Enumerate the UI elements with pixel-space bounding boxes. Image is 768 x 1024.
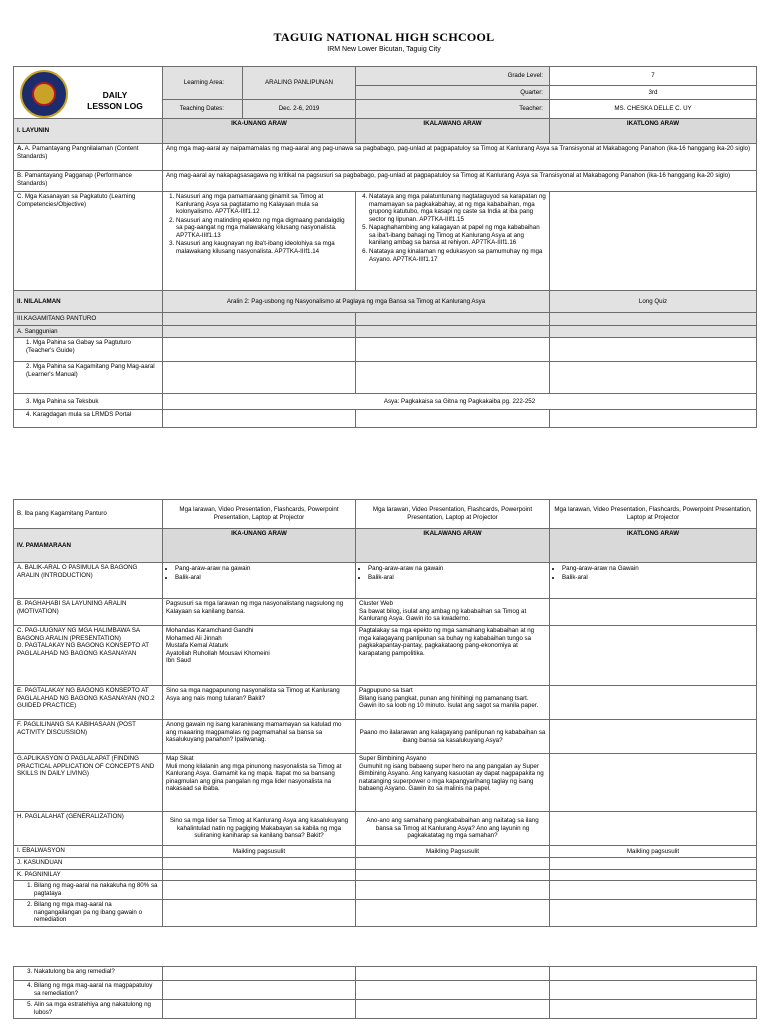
competency-item: 6. Natataya ang kinalaman ng edukasyon sa pamumuhay ng mga Asyano. AP7TKA-IIIf1.17	[369, 248, 546, 263]
lesson-log-table-1	[13, 66, 757, 428]
competency-item: 5. Napaghahambing ang kalagayan at papel ng mga kababaihan sa iba't-ibang bahagi ng Timog at Kanlurang Asya at ang kanilang ambag sa bansa at rehiyon. AP7TKA-IIIf1.16	[369, 224, 546, 247]
kasunduan-label: J. KASUNDUAN	[14, 858, 163, 870]
aplikasyon-day-1: Map Sikat Muli mong kilalanin ang mga pinunong nasyonalista sa Timog at Kanlurang Asya. Gamamit ka ng mapa. Itapat mo sa bansang pinagmulan ang gina pangalan ng mga lider nasyonalista na nakasaad sa ibaba.	[163, 754, 356, 812]
pag-uugnay-day-3	[550, 626, 757, 686]
list-item: 5. Alin sa mga estratehiya ang nakatulong ng lubos?	[34, 1001, 159, 1016]
learning-area-label: Learning Area:	[163, 67, 243, 100]
paglilinang-day-1: Anong gawain ng isang karaniwang mamamayan sa katulad mo ang maaaring magpamalas ng pagmamahal sa bansa sa kasalukuyang panahon? Ipaliwanag.	[163, 720, 356, 754]
ebalwasyon-label: I. EBALWASYON	[14, 846, 163, 858]
pagninilay-item-1	[14, 881, 163, 900]
list-item: • Pang-araw-araw na gawain	[175, 565, 352, 573]
aplikasyon-day-3	[550, 754, 757, 812]
nilalaman-value: Aralin 2: Pag-usbong ng Nasyonalismo at Paglaya ng mga Bansa sa Timog at Kanlurang Asya	[163, 291, 550, 313]
balik-aral-day-1	[163, 563, 356, 599]
paghahabi-day-3	[550, 599, 757, 626]
section-nilalaman: II. NILALAMAN	[14, 291, 163, 313]
doc-title-daily: DAILY	[102, 90, 128, 100]
paglalahat-day-2: Ano-ano ang samahang pangkababaihan ang naitatag sa ilang bansa sa Timog at Kanlurang Asya? Ano ang layunin ng pagkakatatag ng mga samahan?	[356, 812, 550, 846]
section-kagamitan: III.KAGAMITANG PANTURO	[14, 313, 163, 326]
ref-lrmds-portal: 4. Karagdagan mula sa LRMDS Portal	[14, 410, 163, 428]
competencies-col-3	[550, 192, 757, 291]
pagninilay-item-4	[14, 981, 163, 1000]
competencies-col-2	[356, 192, 550, 291]
school-logo-icon	[20, 70, 68, 118]
list-item: • Pang-araw-araw na gawain	[368, 565, 546, 573]
list-item: • Balik-aral	[175, 574, 352, 582]
list-item: 4. Bilang ng mga mag-aaral na magpapatuloy sa remediation?	[34, 982, 159, 997]
competency-item: 1. Nasusuri ang mga pamamaraang ginamit sa Timog at Kanlurang Asya sa pagtatamo ng Kalayaan mula sa kolonyalismo. AP7TKA-IIIf1.12	[176, 193, 352, 216]
ref-textbook: 3. Mga Pahina sa Teksbuk	[14, 394, 163, 410]
pagtalakay-2-label: E. PAGTALAKAY NG BAGONG KONSEPTO AT PAGLALAHAD NG BAGONG KASANAYAN (NO.2 GUIDED PRACTICE)	[14, 686, 163, 720]
balik-aral-day-2	[356, 563, 550, 599]
balik-aral-label: A. BALIK-ARAL O PASIMULA SA BAGONG ARALIN (INTRODUCTION)	[14, 563, 163, 599]
paglalahat-day-1: Sino sa mga lider sa Timog at Kanlurang Asya ang kasalukuyang kahalintulad natin ng pagiging Makabayan sa kabila ng mga suliraning kaniharap sa kanilang bansa? Bakit?	[163, 812, 356, 846]
list-item: 1. Bilang ng mag-aaral na nakakuha ng 80% sa pagtataya	[34, 882, 159, 897]
pagtalakay-2-day-3	[550, 686, 757, 720]
ebalwasyon-day-3: Maikling pagsusulit	[550, 846, 757, 858]
grade-level-value: 7	[550, 67, 757, 86]
paglilinang-day-3	[550, 720, 757, 754]
lesson-log-table-3	[13, 966, 757, 1019]
performance-standards-value: Ang mag-aaral ay nakapagsasagawa ng kritikal na pagsusuri sa pagbabago, pag-unlad at pagpapatuloy sa Timog at Kanlurang Asya sa Transisyonal at Makabagong Panahon (ika-16 hanggang ika-20 siglo)	[163, 171, 757, 192]
iba-pang-kagamitan-day-2: Mga larawan, Video Presentation, Flashcards, Powerpoint Presentation, Laptop at Projector	[356, 500, 550, 529]
paghahabi-label: B. PAGHAHABI SA LAYUNING ARALIN (MOTIVATION)	[14, 599, 163, 626]
ebalwasyon-day-1: Maikling pagsusulit	[163, 846, 356, 858]
competency-item: 4. Natataya ang mga palatuntunang nagtataguyod sa karapatan ng mamamayan sa pagkakabahay, at ng mga kababaihan, mga grupong katutubo, mga kasapi ng caste sa India at iba pang sector ng lipunan. AP7TKA-IIIf1.15	[369, 193, 546, 223]
pagtalakay-text: D. PAGTALAKAY NG BAGONG KONSEPTO AT PAGLALAHAD NG BAGONG KASANAYAN	[17, 642, 149, 657]
paglalahat-label: H. PAGLALAHAT (GENERALIZATION)	[14, 812, 163, 846]
day-1-header-2: IKA-UNANG ARAW	[163, 529, 356, 563]
grade-level-label: Grade Level:	[356, 67, 550, 86]
list-item: • Balik-aral	[562, 574, 753, 582]
ebalwasyon-day-2: Maikling Pagsusulit	[356, 846, 550, 858]
aplikasyon-label: G.APLIKASYON O PAGLALAPAT (FINDING PRACTICAL APPLICATION OF CONCEPTS AND SKILLS IN DAILY LIVING)	[14, 754, 163, 812]
teacher-value: MS. CHESKA DELLE C. UY	[550, 99, 757, 118]
lesson-log-table-2	[13, 499, 757, 927]
paghahabi-day-1: Pagsusuri sa mga larawan ng mga nasyonalistang nagsulong ng Kalayaan sa kanilang bansa.	[163, 599, 356, 626]
content-standards-value: Ang mga mag-aaral ay naipamamalas ng mag-aaral ang pag-unawa sa pagbabago, pag-unlad at pagpapatuloy sa Timog at Kanlurang Asya sa Transisyonal at Makabagong Panahon (ika-16 hanggang ika-20 siglo)	[163, 144, 757, 171]
paglilinang-day-2: Paano mo ilalarawan ang kalagayang panlipunan ng kababaihan sa ibang bansa sa kasalukuyang Asya?	[356, 720, 550, 754]
paghahabi-day-2: Cluster Web Sa bawat bilog, isulat ang ambag ng kababaihan sa Timog at Kanlurang Asya. Gawin ito sa kwaderno.	[356, 599, 550, 626]
day-2-header: IKALAWANG ARAW	[356, 119, 550, 144]
competency-item: 2. Nasusuri ang matinding epekto ng mga digmaang pandaigdig sa pag-aangat ng mga malawakang kilusang nasyonalista. AP7TKA-IIIf1.13	[176, 217, 352, 240]
iba-pang-kagamitan-day-1: Mga larawan, Video Presentation, Flashcards, Powerpoint Presentation, Laptop at Projector	[163, 500, 356, 529]
competencies-col-1	[163, 192, 356, 291]
quarter-value: 3rd	[550, 86, 757, 100]
pagninilay-item-5	[14, 1000, 163, 1019]
pag-uugnay-day-1: Mohandas Karamchand Gandhi Mohamed Ali Jinnah Mustafa Kemal Ataturk Ayatollah Ruhollah Mousavi Khomeini Ibn Saud	[163, 626, 356, 686]
learning-competencies-label: C. Mga Kasanayan sa Pagkatuto (Learning Competencies/Objective)	[14, 192, 163, 291]
sanggunian-label: A. Sanggunian	[14, 326, 163, 338]
section-layunin: I. LAYUNIN	[14, 119, 163, 144]
day-1-header: IKA-UNANG ARAW	[163, 119, 356, 144]
pag-uugnay-text: C. PAG-UUGNAY NG MGA HALIMBAWA SA BAGONG ARALIN (PRESENTATION)	[17, 627, 140, 642]
header-logo-cell	[14, 67, 163, 119]
list-item: 3. Nakatulong ba ang remedial?	[34, 968, 159, 976]
content-standards-label: A. A. Pamantayang Pangnilalaman (Content Standards)	[14, 144, 163, 171]
pagtalakay-2-day-2: Pagpupuno sa tsart Bilang isang pangkat, punan ang hinihingi ng pamanang tsart. Gawin ito sa loob ng 10 minuto. Isulat ang sagot sa manila paper.	[356, 686, 550, 720]
paglalahat-day-3	[550, 812, 757, 846]
teaching-dates-value: Dec. 2-6, 2019	[243, 99, 356, 118]
list-item: • Balik-aral	[368, 574, 546, 582]
section-pamamaraan: IV. PAMAMARAAN	[14, 529, 163, 563]
performance-standards-label: B. Pamantayang Pagganap (Performance Standards)	[14, 171, 163, 192]
teaching-dates-label: Teaching Dates:	[163, 99, 243, 118]
ref-teachers-guide: 1. Mga Pahina sa Gabay sa Pagtuturo (Teacher's Guide)	[14, 338, 163, 362]
pagninilay-item-3	[14, 967, 163, 981]
day-2-header-2: IKALAWANG ARAW	[356, 529, 550, 563]
ref-textbook-value: Asya: Pagkakaisa sa Gitna ng Pagkakaiba pg. 222-252	[163, 394, 757, 410]
list-item: 2. Bilang ng mga mag-aaral na nangangailangan pa ng ibang gawain o remediation	[34, 901, 159, 924]
quarter-label: Quarter:	[356, 86, 550, 100]
pag-uugnay-label	[14, 626, 163, 686]
school-name: TAGUIG NATIONAL HIGH SCHCOOL	[273, 30, 495, 44]
day-3-header-2: IKATLONG ARAW	[550, 529, 757, 563]
ref-learners-manual: 2. Mga Pahina sa Kagamitang Pang Mag-aaral (Learner's Manual)	[14, 362, 163, 394]
competency-item: 3. Nasusuri ang kaugnayan ng iba't-ibang ideolohiya sa mga malawakang kilusang nasyonalista. AP7TKA-IIIf1.14	[176, 240, 352, 255]
iba-pang-kagamitan-day-3: Mga larawan, Video Presentation, Flashcards, Powerpoint Presentation, Laptop at Projector	[550, 500, 757, 529]
page-header	[0, 30, 768, 53]
pagtalakay-2-day-1: Sino sa mga nagpapunong nasyonalista sa Timog at Kanlurang Asya ang nais mong tularan? Bakit?	[163, 686, 356, 720]
doc-title-lesson-log: LESSON LOG	[87, 100, 143, 111]
balik-aral-day-3	[550, 563, 757, 599]
pag-uugnay-day-2: Pagtalakay sa mga epekto ng mga samahang kababaihan at ng mga kalagayang panlipunan sa buhay ng kababaihan tungo sa pagkakapantay-pantay, pagkakataong pang-ekonomiya at karapatang pampolitika.	[356, 626, 550, 686]
school-address: IRM New Lower Bicutan, Taguig City	[327, 46, 441, 53]
day-3-header: IKATLONG ARAW	[550, 119, 757, 144]
aplikasyon-day-2: Super Bimbining Asyano Gumuhit ng isang babaeng super hero na ang pangalan ay Super Bimbining Asyano. Ang kanyang kasuotan ay dapat nagpapakita ng natatanging superpower o mga kapangyarihang taglay ng isang babaeng Asyano. Gawin ito sa malinis na papel.	[356, 754, 550, 812]
paglilinang-label: F. PAGLILINANG SA KABIHASAAN (POST ACTIVITY DISCUSSION)	[14, 720, 163, 754]
iba-pang-kagamitan-label: B. Iba pang Kagamitang Panturo	[14, 500, 163, 529]
learning-area-value: ARALING PANLIPUNAN	[243, 67, 356, 100]
teacher-label: Teacher:	[356, 99, 550, 118]
list-item: • Pang-araw-araw na Gawain	[562, 565, 753, 573]
pagninilay-label: K. PAGNINILAY	[14, 870, 163, 881]
pagninilay-item-2	[14, 900, 163, 927]
nilalaman-day-3: Long Quiz	[550, 291, 757, 313]
